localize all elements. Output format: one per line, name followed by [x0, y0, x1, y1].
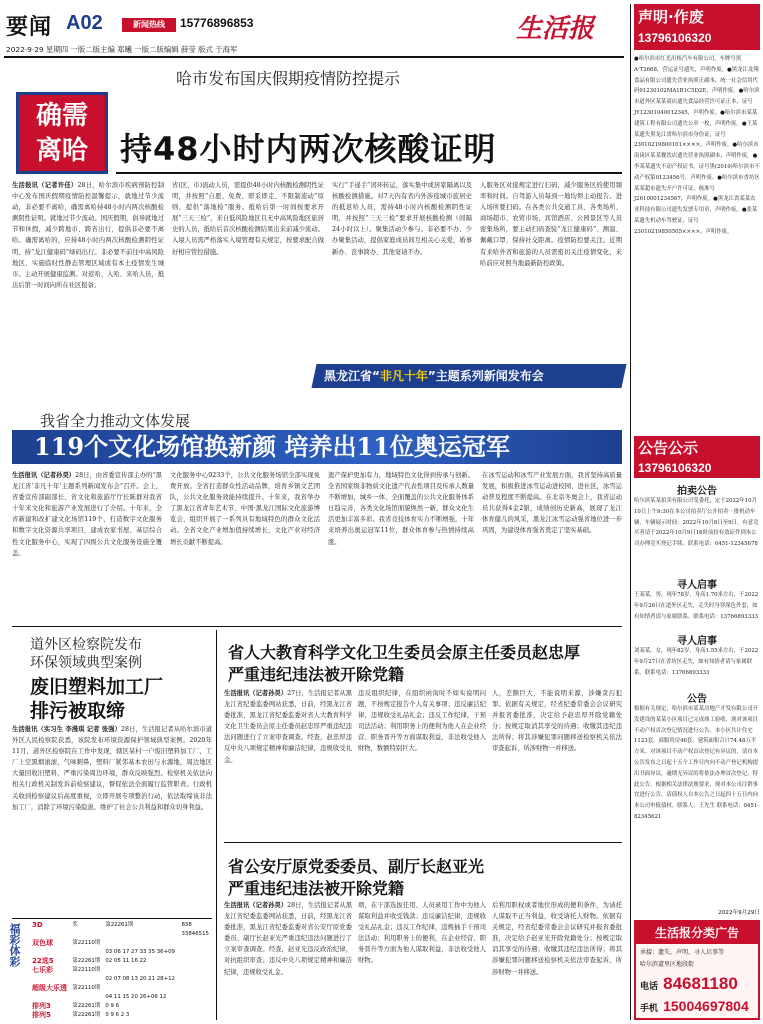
classified-subtitle: 承接：遗失、声明、寻人启事等: [640, 949, 725, 956]
article1-rule: [116, 172, 622, 174]
article1-headline: 持48小时内两次核酸证明: [120, 130, 497, 168]
bulletin-title: 公告: [687, 694, 707, 705]
lottery-cell: 超级大乐透: [32, 984, 67, 992]
hotline-label: 新闻热线: [122, 18, 176, 32]
article3-body: [12, 724, 212, 916]
lottery-cell: 04 11 15 20 26+06 12: [105, 994, 167, 1000]
series-banner: [311, 364, 626, 388]
article4-headline-1: 省人大教育科学文化卫生委员会原主任委员赵忠厚: [228, 643, 581, 662]
lottery-row: [30, 957, 212, 966]
classified-phone-2-row: [640, 996, 758, 1015]
lottery-cell: [70, 930, 103, 939]
series-banner-text: [324, 368, 624, 384]
classified-phone-label: 电话: [640, 982, 659, 992]
page-number: A02: [66, 12, 103, 34]
article5-column-1: [224, 900, 352, 1020]
sidebar-divider: [630, 4, 631, 1020]
article1-column-4: [480, 180, 622, 360]
article3-kicker-2: 环保领域典型案例: [30, 655, 142, 671]
statement-phone: 13796106320: [638, 31, 712, 45]
classified-phone-1: 84681180: [663, 974, 738, 993]
article2-column-3: [328, 470, 474, 622]
article4-column-3: [492, 688, 622, 836]
lottery-cell: [103, 966, 179, 975]
lottery-cell: [30, 993, 70, 1002]
notice-phone: 13796106320: [638, 461, 712, 475]
lottery-cell: 奖: [72, 922, 78, 928]
lottery-cell: 第22110期: [72, 967, 101, 973]
article4-lead: 生活报讯（记者孙昊）: [224, 690, 288, 697]
lottery-cell: [70, 948, 103, 957]
lottery-cell: [179, 984, 212, 993]
article5-column-2-text: 项，在干部选拔任用、人员录用工作中为他人谋取利益并收受钱款；违反廉洁纪律，违规收受礼品礼金；违反工作纪律，违规插手干预司法活动；利用职务上的便利，在企业经营、职务晋升等方面为他人谋取利益，非法收受他人财物。: [358, 902, 486, 965]
article2-column-1-text: 28日，由省委宣传部主办的“黑龙江省‘非凡十年’主题系列新闻发布会”召开。会上，省委宣传部副部长、省文化和旅游厅厅长陈群对我省十年来文化和旅游产业发展进行了介绍。十年来，全省新建和改扩建文化场馆119个，打造数字文化服务和数字文化资源共享项目，建成农家书屋、基层综合性文化服务中心，实现了四级公共文化服务设施全覆盖。: [12, 472, 163, 557]
article5-headline-2: 严重违纪违法被开除党籍: [228, 879, 405, 898]
newspaper-brand: 生活报: [516, 14, 595, 44]
badge-line-2: 离哈: [35, 136, 88, 166]
bulletin-date: 2022年9月29日: [718, 910, 760, 916]
statement-title-1: 声明: [638, 8, 669, 26]
lottery-cell: 3D: [32, 921, 43, 929]
lottery-cell: 第22261期: [72, 1012, 101, 1018]
article4-headline-2: 严重违纪违法被开除党籍: [228, 665, 405, 684]
masthead: [4, 4, 624, 74]
lottery-cell: [179, 993, 212, 1002]
lottery-row: [30, 993, 212, 1002]
bulletin-text: 根据有关规定，哈尔滨市某某房地产开发有限公司开发建设的某某小区项目已完成竣工验收，现对该项目不动产权首次登记情况进行公告。本小区共计住宅1123套，商服用房46套，建筑面积合计74.48万平方米。对该项目不动产权首次登记有异议的，请自本公告发布之日起十五个工作日内向不动产登记机构提出书面异议，逾期无异议的将依法办理首次登记。特此公告。根据相关法律法规要求，现对本公司注销事宜进行公告，请债权人自本公告之日起四十五日内向本公司申报债权。联系人：王先生 联系电话：0451-82345621: [634, 706, 760, 820]
classified-address: 哈尔滨道里区地段街: [640, 961, 695, 968]
lottery-cell: 0 9 6: [105, 1003, 120, 1009]
seek-person-1-text: 王某某，男，现年78岁，身高1.70米左右，于2022年9月26日在道外区走失，走失时身穿深色外套，如有知情者请与家属联系。联系电话：13766893333: [634, 592, 759, 620]
article2-column-2-text: 文化服务中心9233个，公共文化服务场馆全部实现免费开放。全省打造群众性活动品牌，培育乡镇文艺团队，公共文化服务效能持续提升。十年来，我省举办了黑龙江省青年艺术节、中国·黑龙江国际文化旅游博览会，组织开展了一系列具有地域特色的群众文化活动。全省文化产业增加值持续增长，文化产业对经济增长贡献不断提高。: [170, 472, 320, 546]
article3-headline-2: 排污被取缔: [30, 700, 126, 722]
article1-column-2-text: 省(区、市)流动人员，需提供48小时内核酸检测阴性证明，并按照“自愿、免费、即采即走、不限制流动”原则，提供“落地检”服务。抵哈后第一时间按要求开展“三天三检”，来自低风险地区且无中高风险地区旅居史的人员，抵哈后首次核酸检测结果出来前减少流动。入境人员需严格落实入境管理有关规定，按要求配合做好相应管控措施。: [172, 182, 324, 256]
classified-phone-2: 15004697804: [663, 998, 749, 1014]
lottery-row: [30, 930, 212, 939]
lottery-row: [30, 966, 212, 975]
article5-column-1-text: 28日，生活报记者从黑龙江省纪委监委网站获悉，日前，经黑龙江省委批准，黑龙江省纪委监委对省公安厅原党委委员、副厅长赵亚光严重违纪违法问题进行了立案审查调查。经查，赵亚光违反政治纪律，对抗组织审查；违反中央八项规定精神和廉洁纪律，违规收受礼金。: [224, 902, 353, 976]
classified-box: [634, 920, 760, 1020]
article3-body-text: 28日，生活报记者从哈尔滨市道外区人民检察院获悉，该院发布环境资源保护领域典型案例。2020年11月，道外区检察院在工作中发现，辖区某村一户废旧塑料加工厂，工厂上空黑烟滚滚，气味刺鼻，塑料厂紧邻基本农田与水源地，周边地区大量回收旧塑料，严重污染周边环境，群众反映强烈。检察机关依法向相关行政机关制发诉前检察建议，督促依法全面履行监管职责。行政机关收到检察建议后高度重视，立即开展专项整治行动，依法取缔该非法加工厂，消除了环境污染隐患，维护了社会公共利益和群众切身利益。: [12, 726, 213, 811]
hotline-number: 15776896853: [180, 16, 254, 30]
article1-column-4-text: 人服务区对接规定进行扫码，减少服务区的使用频率和时间。自驾游人员每到一地均须主动报告。进入场所要扫码。在各类公共交通工具、各类场所、商场超市、农贸市场、宾馆酒店、公园景区等人员密集场所，要主动扫码查验“龙江健康码”、测温、佩戴口罩，保持社交距离。疫情防控要关注。近期有来哈外省和旅游的人员需密切关注疫情变化，来哈前应对照当地最新防控政策。: [480, 182, 622, 267]
statement-title: 声明·作废: [638, 8, 704, 26]
lottery-cell: [179, 975, 212, 984]
classified-phone-1-row: [640, 974, 758, 994]
lottery-cell: 02 07 08 13 20 21 28+12: [105, 976, 175, 982]
article2-headline: 119个文化场馆换新颜 培养出11位奥运冠军: [34, 432, 510, 461]
article2-column-4-text: 在冰雪运动和冰雪产业发展方面，我省坚持高质量发展，积极推进冰雪运动进校园、进社区，冰雪运动普及程度不断提高。在北京冬奥会上，我省运动员共获得4金2银，成绩创历史新高，展现了龙江体育健儿的风采，黑龙江冰雪运动强省地位进一步巩固，为建设体育强省奠定了坚实基础。: [482, 472, 622, 535]
lottery-cell: [103, 939, 179, 948]
series-banner-emphasis: 非凡十年: [379, 369, 428, 383]
lottery-cell: 七乐彩: [32, 966, 53, 974]
lottery-cell: [103, 930, 179, 939]
lottery-cell: [30, 948, 70, 957]
auction-title: 拍卖公告: [677, 486, 717, 497]
lottery-cell: 排列3: [32, 1002, 51, 1010]
article3-headline-1: 废旧塑料加工厂: [30, 676, 164, 698]
series-banner-right: ”主题系列新闻发布会: [427, 369, 544, 383]
lottery-cell: [179, 948, 212, 957]
lottery-row: [30, 1002, 212, 1011]
badge-line-1: 确需: [35, 101, 88, 131]
notice-title: 公告公示: [638, 439, 699, 457]
article4-column-2: [358, 688, 486, 836]
article2-headline-bar: [12, 430, 622, 464]
statement-list: ●哈尔滨市红光出租汽车有限公司，车牌号黑A·T2668，营运证号遗失，声明作废。●黑龙江龙翔食品有限公司遗失营业执照正副本，统一社会信用代码91230102MA1B1C5D2E，声明作废。●哈尔滨市道外区某某商店遗失食品经营许可证正本，证号JY12301040012345，声明作废。●哈尔滨市某某建筑工程有限公司遗失公章一枚，声明作废。●王某某遗失黑龙江省哈尔滨市身份证，证号23010219800101××××，声明作废。●哈尔滨市南岗区某某餐饮店遗失营业执照副本，声明作废。●李某某遗失不动产权证书，证号黑(2019)哈尔滨市不动产权第0123456号，声明作废。●哈尔滨市香坊区某某超市遗失开户许可证，核准号J2610001234567，声明作废。●黑龙江省某某农业科技有限公司遗失发票专用章，声明作废。●张某某遗失机动车驾驶证，证号23010219850505××××，声明作废。: [634, 56, 760, 235]
lottery-cell: 第22261期: [72, 1003, 101, 1009]
lottery-category: 福彩体彩: [8, 923, 21, 967]
article4-column-3-text: 人，差额巨大，不能说明来源，涉嫌贪污犯罪。依据有关规定，经省纪委常委会会议研究并报省委批准，决定给予赵忠厚开除党籍处分；按规定取消其享受的待遇；收缴其违纪违法所得；将其涉嫌犯罪问题移送检察机关依法审查起诉，所涉财物一并移送。: [492, 690, 622, 753]
article1-column-2: [172, 180, 324, 360]
lottery-cell: 838: [181, 922, 192, 928]
article1-lead: 生活报讯（记者许佳）: [12, 182, 78, 189]
lottery-table: [30, 921, 212, 1020]
article2-bottom-rule: [12, 626, 622, 627]
article1-kicker: 哈市发布国庆假期疫情防控提示: [176, 69, 401, 88]
lottery-cell: 02 05 11 16 22: [105, 958, 147, 964]
article2-column-3-text: 遗产保护更加有力，地域特色文化得到传承与创新。全省国家级非物质文化遗产代表性项目及传承人数量不断增加，城乡一体、全面覆盖的公共文化服务体系日趋完善，各类文化场馆面貌焕然一新，群众文化生活更加丰富多彩。我省竞技体育实力不断增强，十年来培养出奥运冠军11位，群众体育参与热情持续高涨。: [328, 472, 474, 546]
lottery-cell: [179, 957, 212, 966]
lottery-cell: [179, 1002, 212, 1011]
lottery-row: [30, 1011, 212, 1020]
article5-column-2: [358, 900, 486, 1020]
seek-person-2-title: 寻人启事: [677, 636, 717, 647]
article5-column-3: [492, 900, 622, 1020]
article2-column-2: [170, 470, 320, 622]
series-banner-left: 黑龙江省“: [324, 369, 380, 383]
article5-lead: 生活报讯（记者孙昊）: [224, 902, 288, 909]
article1-column-3-text: 实行“手递手”闭环转运，落实集中或居家隔离以及核酸检测措施。对7天内有省内外涉疫城市旅居史的抵返哈人员，需持48小时内核酸检测阴性证明，并按照“三天三检”要求开展核酸检测（间隔24小时以上）。聚集活动少参与。非必要不办、少办聚集活动，提倡家庭成员间互相关心关爱，婚事新办、丧事简办、其他宴请不办。: [332, 182, 472, 256]
article3-kicker-1: 道外区检察院发布: [30, 637, 142, 653]
lottery-cell: [179, 966, 212, 975]
seek-person-1-title: 寻人启事: [677, 580, 717, 591]
seek-person-2-text: 刘某某，女，现年82岁，身高1.55米左右，于2022年9月27日在香坊区走失，如有知情者请与家属联系。联系电话：13766893333: [634, 648, 759, 676]
masthead-rule: [4, 56, 624, 58]
lottery-cell: 双色球: [32, 939, 53, 947]
article4-column-1: [224, 688, 352, 836]
lottery-cell: [70, 975, 103, 984]
lottery-cell: [30, 930, 70, 939]
auction-text: 哈尔滨某某拍卖有限公司受委托，定于2022年10月10日上午9:30在本公司拍卖厅公开拍卖一批机动车辆，车辆展示时间：2022年10月8日至9日。有意竞买者请于2022年10月9日16时前持有效证件到本公司办理竞买登记手续。联系电话：0451-12345678: [634, 498, 759, 548]
article1-column-1: [12, 180, 164, 420]
lottery-box: [8, 918, 212, 1020]
lottery-row: [30, 948, 212, 957]
lottery-cell: 第22110期: [72, 940, 101, 946]
article2-column-4: [482, 470, 622, 622]
lottery-cell: [30, 975, 70, 984]
lottery-cell: 33846515: [181, 931, 209, 937]
notice-header: [634, 436, 760, 478]
lottery-cell: 第22110期: [72, 985, 101, 991]
lottery-cell: [70, 993, 103, 1002]
article1-column-1-text: 28日，哈尔滨市疾病预防控制中心发布国庆假期疫情防控温馨提示，就地过节少流动，非必要不离哈，确需离哈持48小时内两次核酸检测阴性证明。就地过节少流动。国庆假期，倡导就地过节和休假，减少跨地市、跨省出行，提倡非必要不离哈。确需离哈的，应持48小时内两次核酸检测阴性证明、持“龙江健康码”绿码出行。非必要不前往中高风险地区、实施临时性静态管理区域或有本土疫情发生城市。主动开展健康监测。对返哈、入哈、来哈人员，抵达后第一时间向所在社区报备。: [12, 182, 165, 289]
lottery-cell: [179, 939, 212, 948]
lottery-row: [30, 975, 212, 984]
article4-column-1-text: 27日，生活报记者从黑龙江省纪委监委网站获悉，日前，经黑龙江省委批准，黑龙江省纪委监委对省人大教育科学文化卫生委员会原主任委员赵忠厚严重违纪违法问题进行了立案审查调查。经查，赵忠厚违反中央八项规定精神和廉洁纪律，违规收受礼金。: [224, 690, 353, 764]
lottery-row: [30, 939, 212, 948]
statement-title-2: 作废: [673, 8, 704, 26]
lottery-row: [30, 984, 212, 993]
masthead-info: 2022·9·29 星期四 一版二版主编 郑曦 一版二版编辑 薛莹 版式 于海军: [6, 45, 238, 54]
article5-headline-1: 省公安厅原党委委员、副厅长赵亚光: [228, 857, 485, 876]
classified-title: 生活报分类广告: [636, 922, 758, 944]
article1-column-3: [332, 180, 472, 360]
section-title: 要闻: [6, 15, 53, 40]
lottery-cell: [103, 984, 179, 993]
article2-column-1: [12, 470, 162, 622]
article2-kicker: 我省全力推动文体发展: [40, 412, 191, 430]
lottery-cell: 0 9 6 2 3: [105, 1012, 130, 1018]
lottery-cell: 排列5: [32, 1011, 51, 1019]
article5-column-3-text: 后利用职权或者地位形成的便利条件，为请托人谋取不正当利益，收受请托人财物。依据有关规定，经省纪委常委会会议研究并报省委批准，决定给予赵亚光开除党籍处分；按规定取消其享受的待遇；收缴其违纪违法所得；将其涉嫌犯罪问题移送检察机关依法审查起诉，所涉财物一并移送。: [492, 902, 622, 976]
article2-lead: 生活报讯（记者孙昊）: [12, 472, 76, 479]
article3-lead: 生活报讯（实习生 李漫琪 记者 张强）: [12, 726, 121, 733]
lottery-cell: [179, 1011, 212, 1020]
article4-column-2-text: 违反组织纪律，在组织函询时不如实说明问题，不按规定报告个人有关事项；违反廉洁纪律，违规收受礼品礼金；违反工作纪律，干预司法活动；利用职务上的便利为他人在企业经营、职务晋升等方面谋取利益，非法收受他人财物，数额特别巨大。: [358, 690, 486, 753]
statement-header: [634, 4, 760, 50]
article1-badge: [16, 92, 108, 174]
lottery-cell: 第22261期: [105, 922, 134, 928]
article4-bottom-rule: [224, 842, 622, 843]
lottery-cell: 第22261期: [72, 958, 101, 964]
lottery-cell: 03 06 17 27 33 35 36+09: [105, 949, 175, 955]
article3-divider: [216, 630, 217, 1020]
classified-mobile-label: 手机: [640, 1004, 659, 1014]
lottery-cell: 22选5: [32, 957, 54, 965]
lottery-row: [30, 921, 212, 930]
